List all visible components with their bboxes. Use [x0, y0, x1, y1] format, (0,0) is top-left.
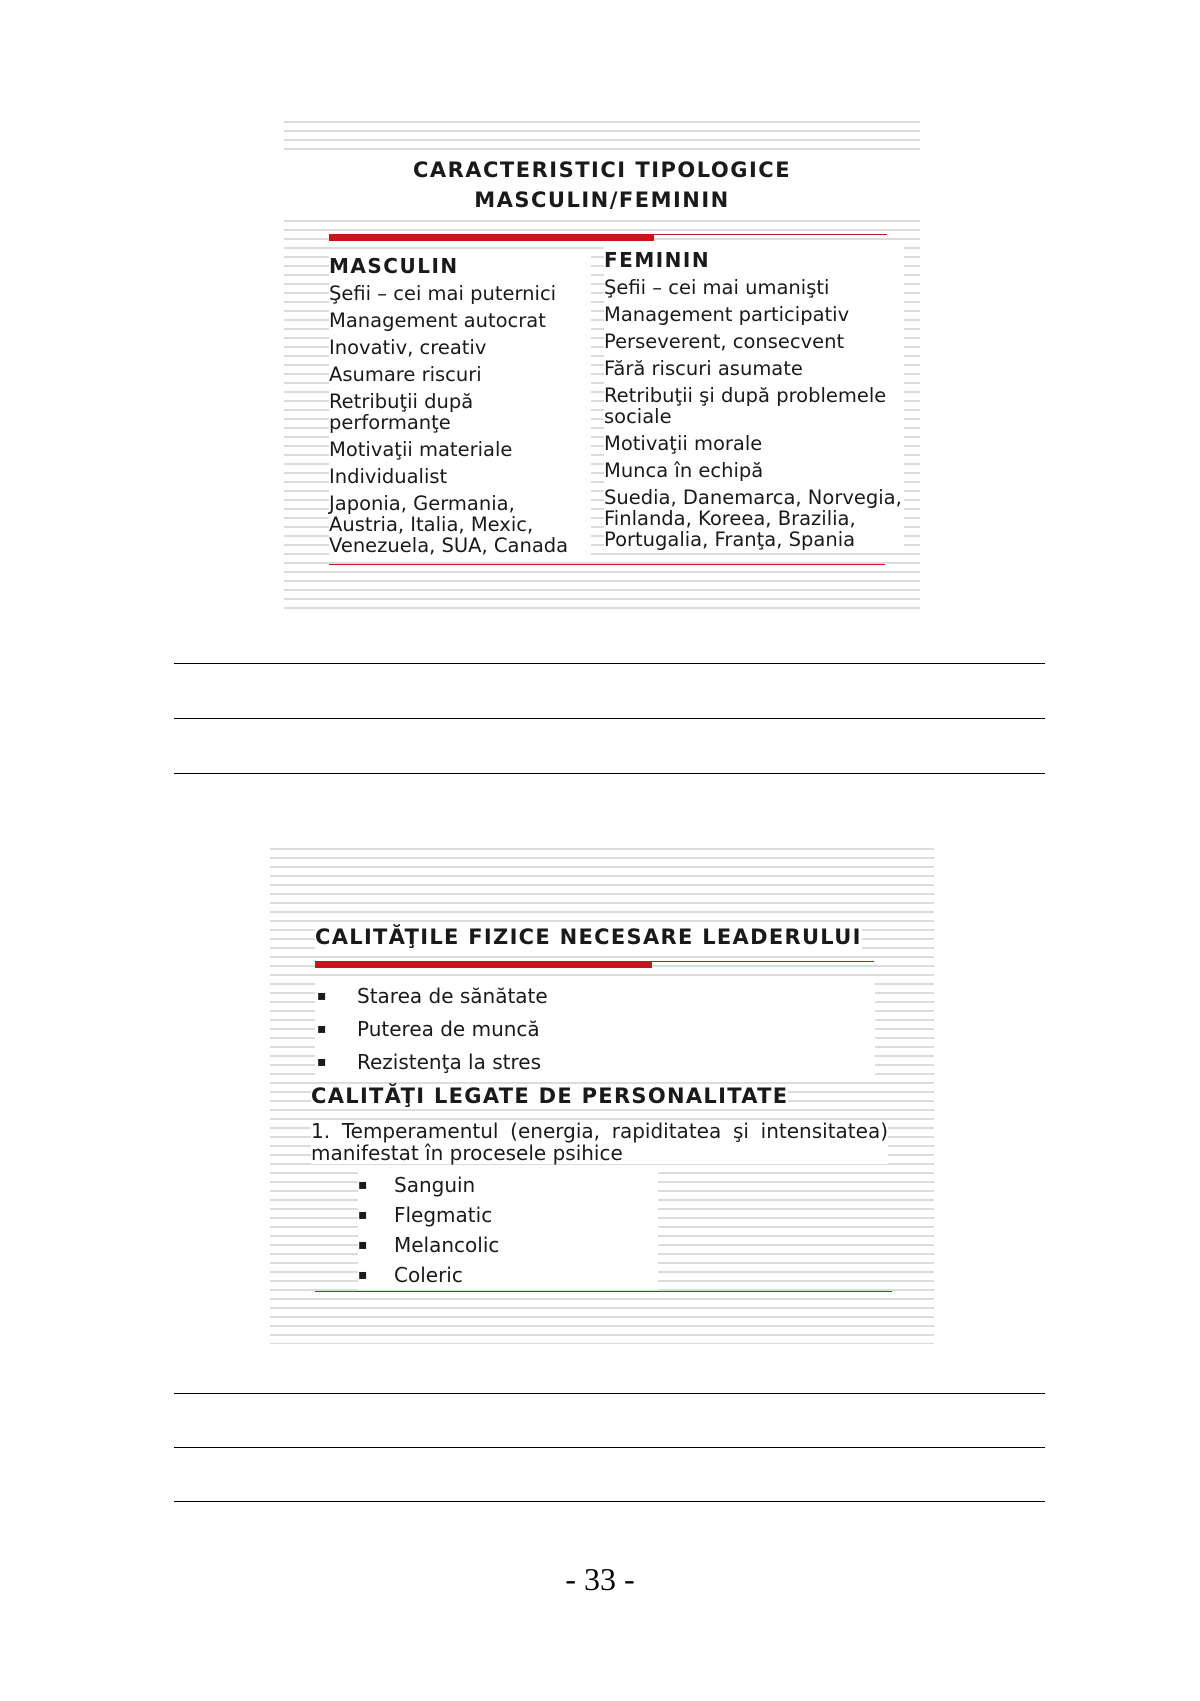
feminin-item: Şefii – cei mai umanişti	[604, 276, 830, 299]
list-item: ▪ Melancolic	[358, 1230, 658, 1260]
list-item: ▪ Rezistenţa la stres	[315, 1046, 875, 1079]
personality-qualities-title: CALITĂŢI LEGATE DE PERSONALITATE	[311, 1084, 789, 1108]
slide-title	[284, 155, 920, 215]
note-line	[174, 663, 1045, 664]
masculin-item: Management autocrat	[329, 309, 546, 332]
bullet-icon: ▪	[317, 1054, 327, 1070]
masculin-column	[329, 253, 591, 559]
slide-title-line1: CARACTERISTICI TIPOLOGICE	[412, 158, 792, 182]
title-accent-line	[654, 234, 887, 235]
title-accent-bar	[315, 961, 652, 968]
physical-qualities-title: CALITĂŢILE FIZICE NECESARE LEADERULUI	[315, 925, 862, 949]
slide-leader-qualities	[270, 848, 934, 1344]
bullet-icon: ▪	[317, 988, 327, 1004]
slide-title-line2: MASCULIN/FEMININ	[474, 188, 730, 212]
list-item: ▪ Puterea de muncă	[315, 1013, 875, 1046]
feminin-countries: Suedia, Danemarca, Norvegia, Finlanda, Koreea, Brazilia, Portugalia, Franţa, Spania	[604, 486, 902, 551]
feminin-item: Retribuţii şi după problemele sociale	[604, 384, 887, 428]
feminin-item: Management participativ	[604, 303, 850, 326]
list-item: ▪ Coleric	[358, 1260, 658, 1290]
masculin-countries: Japonia, Germania, Austria, Italia, Mexic, Venezuela, SUA, Canada	[329, 492, 569, 557]
masculin-item: Şefii – cei mai puternici	[329, 282, 557, 305]
bottom-accent-line	[329, 564, 885, 565]
feminin-item: Perseverent, consecvent	[604, 330, 845, 353]
masculin-heading: MASCULIN	[329, 254, 459, 278]
note-line	[174, 773, 1045, 774]
title-accent-line	[652, 961, 874, 962]
masculin-item: Asumare riscuri	[329, 363, 482, 386]
feminin-item: Motivaţii morale	[604, 432, 763, 455]
note-line	[174, 1447, 1045, 1448]
bullet-icon: ▪	[358, 1237, 368, 1253]
page-number: - 33 -	[565, 1561, 635, 1597]
bullet-icon: ▪	[358, 1177, 368, 1193]
feminin-column	[604, 247, 904, 553]
note-line	[174, 1501, 1045, 1502]
slide-masculin-feminin	[284, 121, 920, 613]
title-accent-bar	[329, 234, 654, 241]
bullet-icon: ▪	[317, 1021, 327, 1037]
note-line	[174, 1393, 1045, 1394]
feminin-heading: FEMININ	[604, 248, 711, 272]
bullet-icon: ▪	[358, 1267, 368, 1283]
temperament-list	[358, 1170, 658, 1290]
physical-qualities-list	[315, 980, 875, 1079]
masculin-item: Individualist	[329, 465, 448, 488]
masculin-item: Motivaţii materiale	[329, 438, 513, 461]
feminin-item: Fără riscuri asumate	[604, 357, 803, 380]
masculin-item: Retribuţii după performanţe	[329, 390, 474, 434]
temperament-point: 1. Temperamentul (energia, rapiditatea şi intensitatea) manifestat în procesele psihice	[311, 1119, 888, 1165]
note-line	[174, 718, 1045, 719]
masculin-item: Inovativ, creativ	[329, 336, 487, 359]
feminin-item: Munca în echipă	[604, 459, 764, 482]
list-item: ▪ Flegmatic	[358, 1200, 658, 1230]
list-item: ▪ Starea de sănătate	[315, 980, 875, 1013]
list-item: ▪ Sanguin	[358, 1170, 658, 1200]
bottom-accent-line	[315, 1291, 892, 1292]
bullet-icon: ▪	[358, 1207, 368, 1223]
